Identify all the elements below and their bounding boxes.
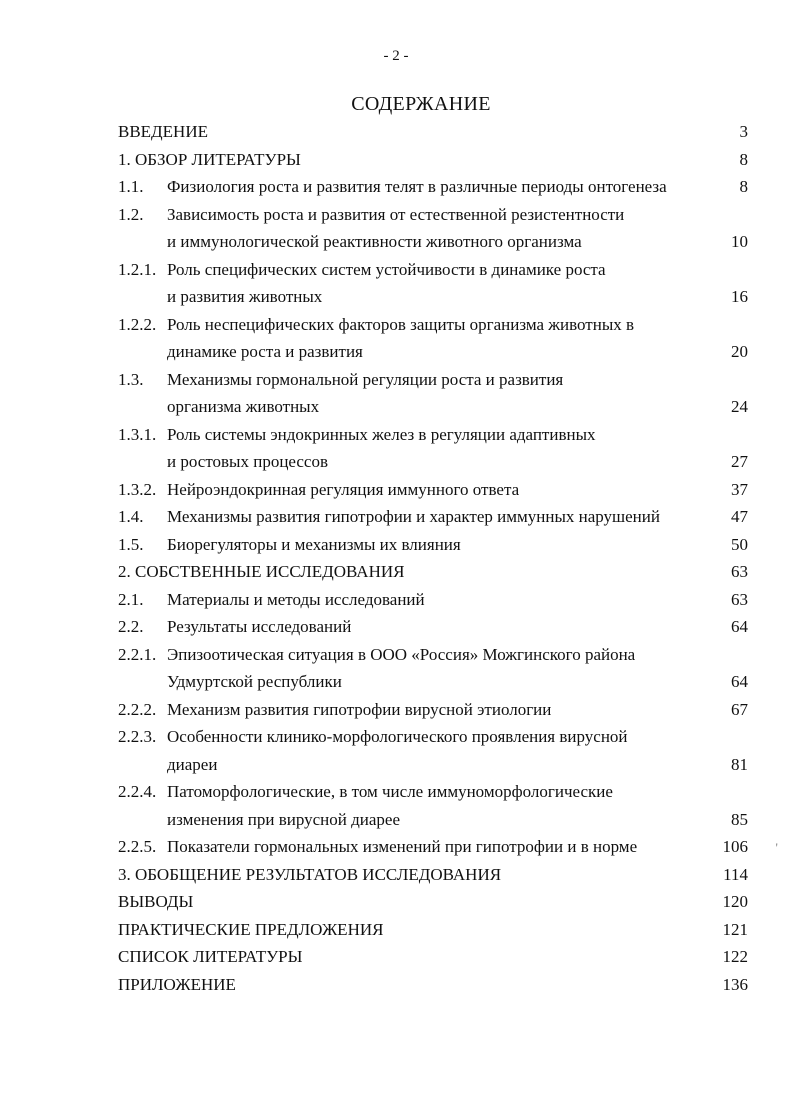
toc-entry-title: организма животных	[167, 397, 320, 416]
toc-entry	[118, 668, 748, 696]
toc-entry-page: 63	[731, 562, 748, 581]
toc-entry-title: и иммунологической реактивности животного организма	[167, 232, 582, 251]
toc-entry-page: 16	[731, 287, 748, 306]
toc-entry	[118, 448, 748, 476]
toc-entry	[118, 723, 748, 751]
toc-entry-title: Роль специфических систем устойчивости в динамике роста	[167, 259, 606, 279]
toc-entry-title: Механизмы развития гипотрофии и характер иммунных нарушений	[167, 507, 660, 526]
toc-entry-number: 1.2.1.	[118, 259, 157, 279]
toc-entry-number: 1.2.	[118, 204, 144, 224]
toc-entry-title: 2. СОБСТВЕННЫЕ ИССЛЕДОВАНИЯ	[118, 562, 405, 581]
toc-entry-title: и ростовых процессов	[167, 452, 329, 471]
toc-entry-page: 85	[731, 809, 748, 829]
toc-entry-number: 1.3.	[118, 369, 144, 389]
toc-entry-title: Биорегуляторы и механизмы их влияния	[167, 534, 461, 554]
toc-entry-page: 136	[722, 974, 748, 994]
toc-entry-page: 81	[731, 754, 748, 774]
toc-entry-number: 2.2.2.	[118, 699, 157, 719]
toc-entry-page: 3	[739, 122, 748, 141]
toc-entry	[118, 531, 748, 559]
toc-entry-page: 64	[731, 672, 748, 691]
toc-entry-title: Механизм развития гипотрофии вирусной этиологии	[167, 699, 552, 719]
toc-entry	[118, 366, 748, 394]
toc-entry-title: ПРАКТИЧЕСКИЕ ПРЕДЛОЖЕНИЯ	[118, 919, 384, 939]
toc-entry-title: ВВЕДЕНИЕ	[118, 122, 208, 141]
toc-entry-number: 1.2.2.	[118, 314, 157, 334]
toc-entry	[118, 806, 748, 834]
scan-artifact-mark: ꞌ	[776, 842, 778, 852]
toc-entry-number: 2.2.3.	[118, 727, 157, 746]
toc-entry-title: Материалы и методы исследований	[167, 589, 425, 609]
toc-entry-page: 20	[731, 342, 748, 361]
toc-entry	[118, 146, 748, 174]
toc-entry	[118, 696, 748, 724]
toc-entry	[118, 586, 748, 614]
toc-entry-page: 24	[731, 397, 748, 416]
toc-entry	[118, 641, 748, 669]
toc-entry-page: 122	[722, 947, 748, 966]
toc-entry	[118, 311, 748, 339]
toc-entry-title: Физиология роста и развития телят в различные периоды онтогенеза	[167, 177, 667, 196]
toc-entry	[118, 888, 748, 916]
toc-entry	[118, 421, 748, 449]
toc-entry-title: диареи	[167, 754, 218, 774]
toc-entry-page: 67	[731, 699, 748, 719]
toc-entry	[118, 173, 748, 201]
toc-entry-number: 2.2.	[118, 617, 144, 636]
toc-entry-page: 64	[731, 617, 748, 636]
toc-entry-title: Результаты исследований	[167, 617, 352, 636]
toc-entry-page: 121	[722, 919, 748, 939]
toc-entry-page: 27	[731, 452, 748, 471]
toc-entry-page: 10	[731, 232, 748, 251]
toc-entry-title: Особенности клинико-морфологического проявления вирусной	[167, 727, 628, 746]
table-of-contents	[118, 118, 748, 998]
toc-entry	[118, 558, 748, 586]
toc-entry-title: Показатели гормональных изменений при гипотрофии и в норме	[167, 837, 638, 856]
toc-entry	[118, 833, 748, 861]
toc-entry	[118, 201, 748, 229]
toc-entry-title: ВЫВОДЫ	[118, 892, 194, 911]
document-title: СОДЕРЖАНИЕ	[351, 93, 491, 115]
toc-entry	[118, 256, 748, 284]
toc-entry-title: Роль системы эндокринных желез в регуляции адаптивных	[167, 424, 596, 444]
toc-entry	[118, 943, 748, 971]
toc-entry-page: 37	[731, 479, 748, 499]
toc-entry-title: динамике роста и развития	[167, 342, 363, 361]
toc-entry-page: 114	[723, 864, 748, 884]
toc-entry-title: СПИСОК ЛИТЕРАТУРЫ	[118, 947, 303, 966]
toc-entry-title: Механизмы гормональной регуляции роста и развития	[167, 369, 564, 389]
toc-entry	[118, 338, 748, 366]
toc-entry-title: Зависимость роста и развития от естественной резистентности	[167, 204, 625, 224]
toc-entry-title: Нейроэндокринная регуляция иммунного ответа	[167, 479, 520, 499]
toc-entry	[118, 476, 748, 504]
toc-entry-page: 8	[739, 177, 748, 196]
toc-entry	[118, 613, 748, 641]
toc-entry-title: Роль неспецифических факторов защиты организма животных в	[167, 314, 635, 334]
toc-entry-number: 2.2.1.	[118, 644, 157, 664]
toc-entry-title: ПРИЛОЖЕНИЕ	[118, 974, 236, 994]
toc-entry-number: 2.2.5.	[118, 837, 157, 856]
toc-entry-title: Удмуртской республики	[167, 672, 342, 691]
toc-entry	[118, 778, 748, 806]
toc-entry-page: 106	[722, 837, 748, 856]
toc-entry-title: и развития животных	[167, 287, 323, 306]
toc-entry	[118, 971, 748, 999]
toc-entry-page: 63	[731, 589, 748, 609]
toc-entry-page: 50	[731, 534, 748, 554]
toc-entry-number: 1.1.	[118, 177, 144, 196]
toc-entry	[118, 916, 748, 944]
toc-entry	[118, 751, 748, 779]
toc-entry-title: Патоморфологические, в том числе иммуноморфологические	[167, 782, 613, 801]
toc-entry	[118, 503, 748, 531]
toc-entry-number: 1.3.2.	[118, 479, 157, 499]
toc-entry-title: Эпизоотическая ситуация в ООО «Россия» Можгинского района	[167, 644, 636, 664]
toc-entry-title: 1. ОБЗОР ЛИТЕРАТУРЫ	[118, 149, 301, 169]
toc-entry-page: 47	[731, 507, 748, 526]
toc-entry-title: изменения при вирусной диарее	[167, 809, 401, 829]
toc-entry	[118, 283, 748, 311]
toc-entry	[118, 228, 748, 256]
toc-entry-number: 1.3.1.	[118, 424, 157, 444]
toc-entry	[118, 118, 748, 146]
toc-entry-title: 3. ОБОБЩЕНИЕ РЕЗУЛЬТАТОВ ИССЛЕДОВАНИЯ	[118, 864, 502, 884]
toc-entry	[118, 393, 748, 421]
toc-entry-number: 2.1.	[118, 589, 144, 609]
toc-entry-number: 2.2.4.	[118, 782, 157, 801]
toc-entry-number: 1.5.	[118, 534, 144, 554]
toc-entry	[118, 861, 748, 889]
toc-entry-page: 8	[739, 149, 748, 169]
toc-entry-number: 1.4.	[118, 507, 144, 526]
toc-entry-page: 120	[722, 892, 748, 911]
page-number: - 2 -	[383, 48, 409, 64]
